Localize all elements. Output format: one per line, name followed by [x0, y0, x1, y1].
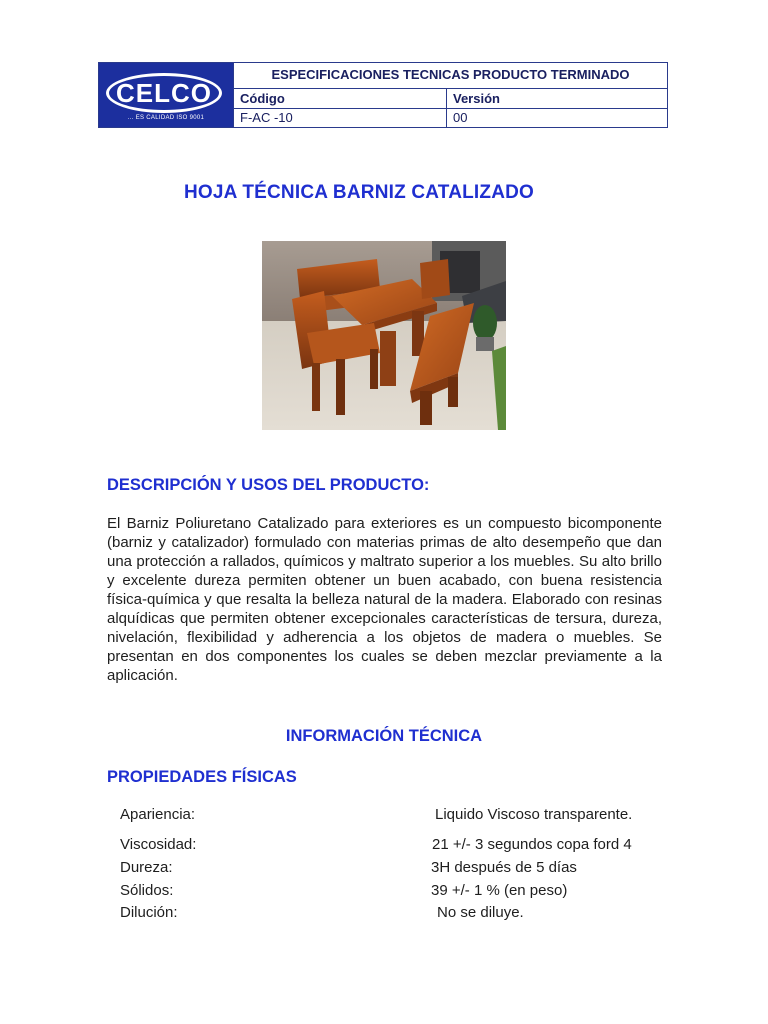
property-label: Dilución:	[120, 904, 178, 921]
property-value: 3H después de 5 días	[431, 859, 577, 876]
property-label: Sólidos:	[120, 882, 174, 899]
physical-properties-heading: PROPIEDADES FÍSICAS	[107, 768, 297, 786]
description-text: El Barniz Poliuretano Catalizado para exteriores es un compuesto bicomponente (barniz y catalizador) formulado con materias primas de alto desempeño que dan una protección a rallados, químicos y maltrato superior a los muebles. Su alto brillo y excelente dureza permiten obtener un buen acabado, con buena resistencia física-química y que resalta la belleza natural de la madera. Elaborado con resinas alquídicas que permiten obtener excepcionales características de tersura, dureza, nivelación, flexibilidad y adherencia a los objetos de madera o muebles. Se presentan en dos componentes los cuales se deben mezclar previamente a la aplicación.	[107, 515, 662, 684]
code-value: F-AC -10	[233, 109, 446, 127]
property-value: 39 +/- 1 % (en peso)	[431, 882, 568, 899]
document-header	[98, 62, 668, 128]
header-title: ESPECIFICACIONES TECNICAS PRODUCTO TERMINADO	[233, 63, 667, 89]
property-value: Liquido Viscoso transparente.	[435, 806, 633, 823]
property-label: Apariencia:	[120, 806, 196, 823]
technical-info-heading: INFORMACIÓN TÉCNICA	[285, 727, 483, 745]
description-heading: DESCRIPCIÓN Y USOS DEL PRODUCTO:	[107, 476, 430, 494]
logo-tagline: ... ES CALIDAD ISO 9001	[127, 115, 205, 121]
property-value: 21 +/- 3 segundos copa ford 4	[432, 836, 632, 853]
property-label: Viscosidad:	[120, 836, 197, 853]
celco-logo	[99, 63, 233, 127]
version-label: Versión	[446, 89, 667, 109]
product-photo	[262, 241, 506, 430]
property-label: Dureza:	[120, 859, 173, 876]
page-title: HOJA TÉCNICA BARNIZ CATALIZADO	[183, 182, 535, 203]
property-value: No se diluye.	[437, 904, 524, 921]
code-label: Código	[233, 89, 446, 109]
version-value: 00	[446, 109, 667, 127]
logo-wordmark: CELCO	[106, 73, 222, 113]
